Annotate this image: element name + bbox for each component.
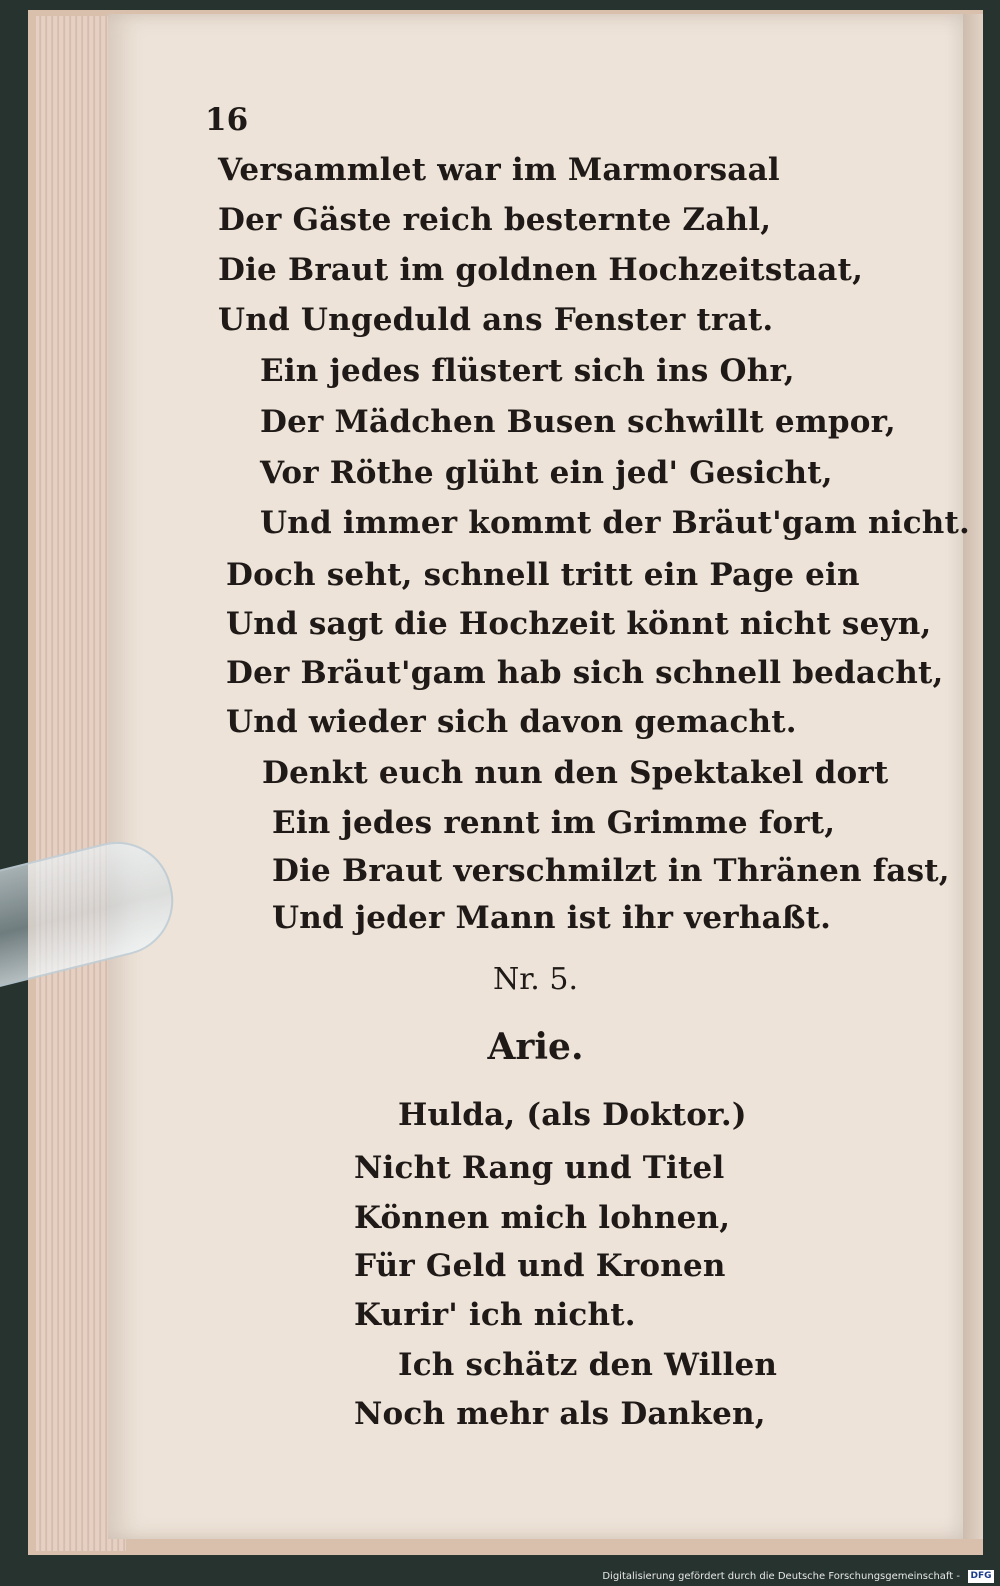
aria-line: Ich schätz den Willen [398,1347,778,1383]
verse-line: Vor Röthe glüht ein jed' Gesicht, [260,455,833,491]
verse-line: Und Ungeduld ans Fenster trat. [218,302,774,338]
verse-line: Ein jedes flüstert sich ins Ohr, [260,353,795,389]
verse-line: Doch seht, schnell tritt ein Page ein [226,557,860,593]
aria-line: Nicht Rang und Titel [354,1150,725,1186]
verse-line: Ein jedes rennt im Grimme fort, [272,805,836,841]
aria-line: Kurir' ich nicht. [354,1297,636,1333]
verse-line: Der Bräut'gam hab sich schnell bedacht, [226,655,944,691]
next-page-edge [963,14,983,1539]
aria-line: Können mich lohnen, [354,1200,731,1236]
verse-line: Der Gäste reich besternte Zahl, [218,202,772,238]
dfg-logo: DFG [968,1570,994,1583]
aria-line: Für Geld und Kronen [354,1248,726,1284]
verse-line: Die Braut im goldnen Hochzeitstaat, [218,252,864,288]
aria-line: Noch mehr als Danken, [354,1396,766,1432]
funding-notice: Digitalisierung gefördert durch die Deutsche Forschungsgemeinschaft - [602,1571,960,1582]
verse-line: Und wieder sich davon gemacht. [226,704,797,740]
aria-speaker: Hulda, (als Doktor.) [398,1097,747,1133]
section-title: Arie. [487,1026,584,1068]
verse-line: Denkt euch nun den Spektakel dort [262,755,889,791]
verse-line: Und immer kommt der Bräut'gam nicht. [260,505,971,541]
verse-line: Und sagt die Hochzeit könnt nicht seyn, [226,606,932,642]
verse-line: Die Braut verschmilzt in Thränen fast, [272,853,950,889]
verse-line: Der Mädchen Busen schwillt empor, [260,404,896,440]
page-number: 16 [205,102,249,138]
verse-line: Versammlet war im Marmorsaal [218,152,780,188]
verse-line: Und jeder Mann ist ihr verhaßt. [272,900,832,936]
section-number: Nr. 5. [493,962,578,997]
